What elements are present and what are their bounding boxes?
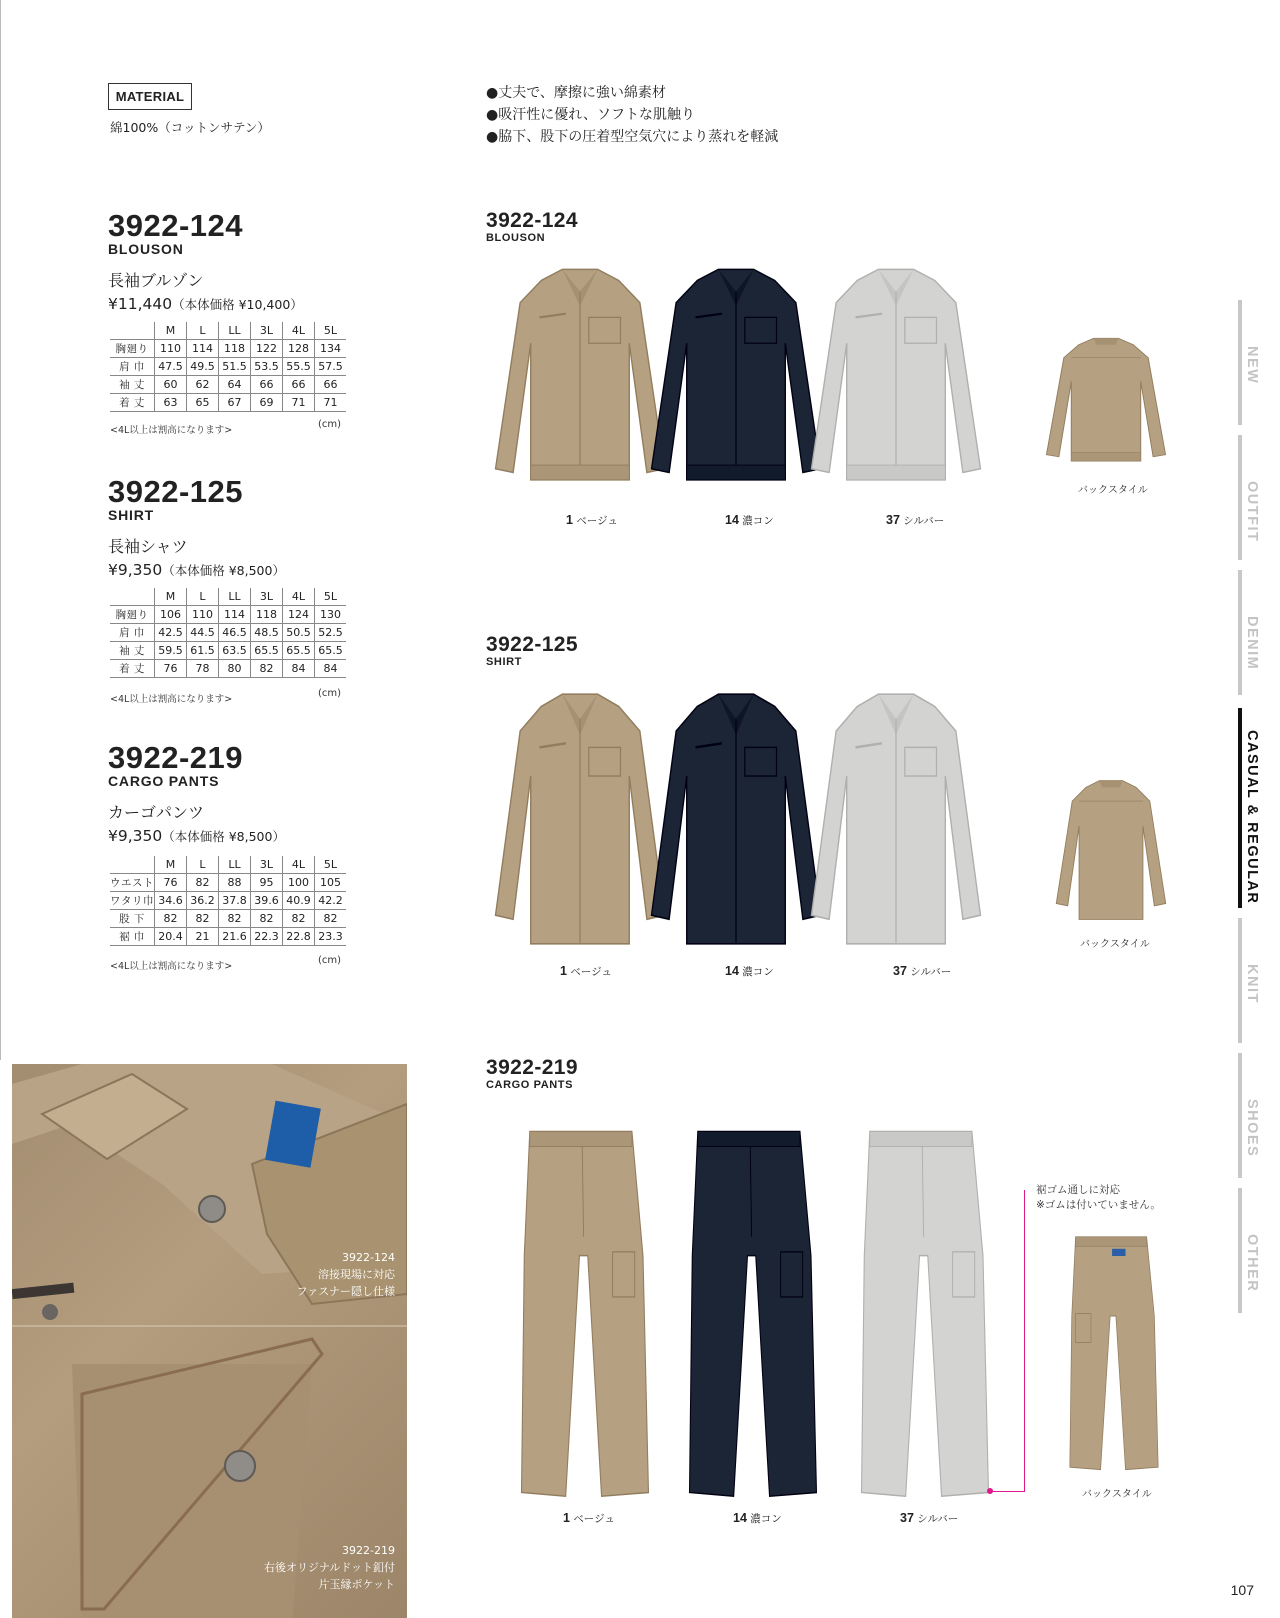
caption-line: 3922-124 bbox=[342, 1251, 395, 1264]
side-nav-item-casual-regular[interactable] bbox=[1238, 708, 1268, 908]
callout-leader-line bbox=[990, 1491, 1025, 1492]
size-value-cell: 106 bbox=[155, 606, 187, 624]
product-spec-cargo-pants bbox=[108, 742, 285, 847]
size-value-cell: 80 bbox=[219, 660, 251, 678]
size-header-cell: 4L bbox=[283, 856, 315, 874]
size-value-cell: 82 bbox=[155, 910, 187, 928]
color-label bbox=[733, 1511, 782, 1526]
size-value-cell: 82 bbox=[219, 910, 251, 928]
size-header-cell: L bbox=[187, 322, 219, 340]
size-note: <4L以上は割高になります> bbox=[110, 425, 233, 436]
size-row bbox=[110, 358, 346, 376]
color-label bbox=[886, 513, 944, 528]
size-row bbox=[110, 624, 346, 642]
color-number: 37 bbox=[893, 964, 907, 978]
pants-body bbox=[690, 1132, 817, 1497]
snap-button bbox=[225, 1451, 255, 1481]
size-value-cell: 52.5 bbox=[315, 624, 347, 642]
size-unit: (cm) bbox=[318, 419, 342, 430]
size-header-cell: 4L bbox=[283, 588, 315, 606]
caption-line: 右後オリジナルドット釦付 bbox=[263, 1561, 395, 1574]
color-number: 1 bbox=[563, 1511, 570, 1525]
color-name: 濃コン bbox=[742, 966, 774, 978]
garment-collar bbox=[1100, 781, 1123, 788]
pants-silver bbox=[856, 1124, 994, 1500]
side-nav-label: SHOES bbox=[1244, 1099, 1260, 1158]
size-value-cell: 55.5 bbox=[283, 358, 315, 376]
product-spec-blouson bbox=[108, 210, 303, 315]
size-unit: (cm) bbox=[318, 688, 342, 699]
color-label bbox=[725, 964, 774, 979]
garment-body bbox=[1056, 781, 1165, 920]
size-corner-cell bbox=[110, 322, 155, 340]
size-value-cell: 118 bbox=[219, 340, 251, 358]
fabric-detail-illustration bbox=[12, 1064, 407, 1618]
side-nav-bar bbox=[1238, 708, 1242, 908]
photo-caption bbox=[264, 1542, 395, 1593]
size-value-cell: 118 bbox=[251, 606, 283, 624]
size-value-cell: 66 bbox=[283, 376, 315, 394]
price-value: ¥9,350 bbox=[108, 561, 163, 579]
side-nav-bar bbox=[1238, 1053, 1242, 1178]
size-header-cell: M bbox=[155, 322, 187, 340]
size-header-row bbox=[110, 588, 346, 606]
size-value-cell: 37.8 bbox=[219, 892, 251, 910]
pants-navy bbox=[684, 1124, 822, 1500]
size-header-cell: 3L bbox=[251, 588, 283, 606]
side-nav-item-outfit[interactable] bbox=[1238, 435, 1268, 560]
caption-line: 片玉縁ポケット bbox=[318, 1578, 395, 1591]
size-value-cell: 47.5 bbox=[155, 358, 187, 376]
size-row bbox=[110, 642, 346, 660]
side-nav-item-new[interactable] bbox=[1238, 300, 1268, 425]
size-value-cell: 62 bbox=[187, 376, 219, 394]
size-value-cell: 63.5 bbox=[219, 642, 251, 660]
size-value-cell: 82 bbox=[187, 874, 219, 892]
size-row bbox=[110, 910, 346, 928]
color-number: 37 bbox=[886, 513, 900, 527]
size-value-cell: 65.5 bbox=[315, 642, 347, 660]
color-label bbox=[900, 1511, 958, 1526]
size-table bbox=[110, 856, 346, 946]
size-row-label: 袖 丈 bbox=[110, 376, 155, 394]
size-row-label: 袖 丈 bbox=[110, 642, 155, 660]
size-value-cell: 105 bbox=[315, 874, 347, 892]
color-number: 37 bbox=[900, 1511, 914, 1525]
size-value-cell: 82 bbox=[251, 910, 283, 928]
size-value-cell: 65.5 bbox=[283, 642, 315, 660]
row-category: CARGO PANTS bbox=[486, 1079, 574, 1091]
feature-list bbox=[486, 82, 778, 148]
size-value-cell: 36.2 bbox=[187, 892, 219, 910]
color-name: 濃コン bbox=[750, 1513, 782, 1525]
hem-callout bbox=[1036, 1183, 1161, 1213]
product-name: カーゴパンツ bbox=[108, 803, 205, 822]
row-heading-cargo-pants bbox=[486, 1057, 578, 1091]
pants-body bbox=[522, 1132, 649, 1497]
size-value-cell: 49.5 bbox=[187, 358, 219, 376]
product-code: 3922-124 bbox=[108, 208, 244, 243]
size-note: <4L以上は割高になります> bbox=[110, 694, 233, 705]
size-header-row bbox=[110, 322, 346, 340]
side-nav-item-shoes[interactable] bbox=[1238, 1053, 1268, 1178]
size-value-cell: 130 bbox=[315, 606, 347, 624]
size-row-label: 肩 巾 bbox=[110, 358, 155, 376]
size-value-cell: 71 bbox=[315, 394, 347, 412]
pants-body bbox=[1070, 1237, 1158, 1470]
size-value-cell: 69 bbox=[251, 394, 283, 412]
size-header-cell: L bbox=[187, 588, 219, 606]
size-row-label: ワタリ巾 bbox=[110, 892, 155, 910]
size-header-cell: M bbox=[155, 856, 187, 874]
color-number: 1 bbox=[566, 513, 573, 527]
color-number: 1 bbox=[560, 964, 567, 978]
snap-button bbox=[42, 1304, 58, 1320]
color-name: シルバー bbox=[903, 515, 945, 527]
pants-back bbox=[1066, 1232, 1162, 1472]
size-header-cell: L bbox=[187, 856, 219, 874]
size-value-cell: 100 bbox=[283, 874, 315, 892]
size-row bbox=[110, 892, 346, 910]
blouson-beige bbox=[492, 262, 668, 502]
size-value-cell: 60 bbox=[155, 376, 187, 394]
caption-line: 3922-219 bbox=[342, 1544, 395, 1557]
shirt-silver bbox=[808, 686, 984, 952]
category-side-nav bbox=[1238, 300, 1268, 1320]
size-value-cell: 63 bbox=[155, 394, 187, 412]
size-value-cell: 22.8 bbox=[283, 928, 315, 946]
pants-body bbox=[862, 1132, 989, 1497]
pants-waistband bbox=[530, 1132, 632, 1147]
product-category: CARGO PANTS bbox=[108, 773, 220, 789]
size-value-cell: 42.2 bbox=[315, 892, 347, 910]
size-row-label: 胸廻り bbox=[110, 606, 155, 624]
color-label bbox=[563, 1511, 615, 1526]
size-value-cell: 44.5 bbox=[187, 624, 219, 642]
size-value-cell: 114 bbox=[187, 340, 219, 358]
size-row bbox=[110, 606, 346, 624]
size-header-cell: M bbox=[155, 588, 187, 606]
price-note: （本体価格 ¥8,500） bbox=[162, 563, 285, 578]
product-price bbox=[108, 560, 285, 581]
color-name: 濃コン bbox=[742, 515, 774, 527]
size-value-cell: 46.5 bbox=[219, 624, 251, 642]
size-value-cell: 23.3 bbox=[315, 928, 347, 946]
product-spec-shirt bbox=[108, 476, 285, 581]
color-number: 14 bbox=[725, 964, 739, 978]
garment-body bbox=[1046, 338, 1165, 461]
size-value-cell: 22.3 bbox=[251, 928, 283, 946]
blouson-navy bbox=[648, 262, 824, 502]
side-nav-label: OUTFIT bbox=[1244, 481, 1260, 543]
feature-item: ●丈夫で、摩擦に強い綿素材 bbox=[486, 85, 666, 101]
callout-line: 裾ゴム通しに対応 bbox=[1036, 1184, 1120, 1196]
size-unit: (cm) bbox=[318, 955, 342, 966]
size-value-cell: 65.5 bbox=[251, 642, 283, 660]
price-note: （本体価格 ¥10,400） bbox=[172, 297, 303, 312]
size-value-cell: 20.4 bbox=[155, 928, 187, 946]
side-nav-bar bbox=[1238, 300, 1242, 425]
size-row-label: 着 丈 bbox=[110, 394, 155, 412]
size-row bbox=[110, 340, 346, 358]
material-badge: MATERIAL bbox=[108, 83, 192, 110]
side-nav-label: KNIT bbox=[1244, 964, 1260, 1004]
side-nav-bar bbox=[1238, 570, 1242, 695]
price-value: ¥11,440 bbox=[108, 295, 173, 313]
size-header-cell: 5L bbox=[315, 322, 347, 340]
size-value-cell: 84 bbox=[283, 660, 315, 678]
size-value-cell: 124 bbox=[283, 606, 315, 624]
size-header-cell: 5L bbox=[315, 856, 347, 874]
page-number: 107 bbox=[1230, 1582, 1254, 1598]
size-value-cell: 114 bbox=[219, 606, 251, 624]
color-name: シルバー bbox=[910, 966, 952, 978]
size-row bbox=[110, 928, 346, 946]
size-value-cell: 82 bbox=[283, 910, 315, 928]
size-header-cell: LL bbox=[219, 856, 251, 874]
color-label bbox=[725, 513, 774, 528]
waistband bbox=[847, 465, 946, 480]
size-value-cell: 40.9 bbox=[283, 892, 315, 910]
row-code: 3922-125 bbox=[486, 633, 578, 656]
side-nav-bar bbox=[1238, 918, 1242, 1043]
color-name: ベージュ bbox=[570, 966, 612, 978]
photo-caption bbox=[296, 1249, 395, 1300]
size-value-cell: 76 bbox=[155, 874, 187, 892]
color-label bbox=[560, 964, 612, 979]
callout-leader-line bbox=[1024, 1190, 1025, 1492]
side-nav-label: DENIM bbox=[1244, 616, 1260, 671]
side-nav-label: OTHER bbox=[1244, 1234, 1260, 1293]
shirt-navy bbox=[648, 686, 824, 952]
back-style-label: バックスタイル bbox=[1082, 1489, 1152, 1500]
size-table bbox=[110, 588, 346, 678]
size-row-label: 胸廻り bbox=[110, 340, 155, 358]
side-nav-item-other[interactable] bbox=[1238, 1188, 1268, 1313]
pants-waistband bbox=[1076, 1237, 1147, 1247]
color-name: シルバー bbox=[917, 1513, 959, 1525]
color-number: 14 bbox=[733, 1511, 747, 1525]
row-heading-blouson bbox=[486, 210, 578, 244]
shirt-back bbox=[1054, 776, 1168, 924]
size-value-cell: 66 bbox=[315, 376, 347, 394]
size-row bbox=[110, 394, 346, 412]
waistband bbox=[687, 465, 786, 480]
size-value-cell: 34.6 bbox=[155, 892, 187, 910]
row-code: 3922-219 bbox=[486, 1056, 578, 1079]
side-nav-label: CASUAL & REGULAR bbox=[1244, 730, 1260, 905]
size-row bbox=[110, 376, 346, 394]
size-value-cell: 66 bbox=[251, 376, 283, 394]
price-value: ¥9,350 bbox=[108, 827, 163, 845]
size-value-cell: 59.5 bbox=[155, 642, 187, 660]
row-category: BLOUSON bbox=[486, 232, 546, 244]
size-value-cell: 88 bbox=[219, 874, 251, 892]
size-header-cell: 3L bbox=[251, 322, 283, 340]
color-name: ベージュ bbox=[576, 515, 618, 527]
size-value-cell: 76 bbox=[155, 660, 187, 678]
fabric-detail-photo bbox=[12, 1064, 407, 1618]
brand-label bbox=[1112, 1249, 1125, 1256]
product-price bbox=[108, 826, 285, 847]
size-row bbox=[110, 874, 346, 892]
size-value-cell: 53.5 bbox=[251, 358, 283, 376]
size-row-label: ウエスト bbox=[110, 874, 155, 892]
size-header-cell: 4L bbox=[283, 322, 315, 340]
product-name: 長袖シャツ bbox=[108, 537, 188, 556]
side-nav-bar bbox=[1238, 1188, 1242, 1313]
size-value-cell: 39.6 bbox=[251, 892, 283, 910]
product-code: 3922-219 bbox=[108, 740, 244, 775]
size-value-cell: 78 bbox=[187, 660, 219, 678]
side-nav-bar bbox=[1238, 435, 1242, 560]
pants-waistband bbox=[698, 1132, 800, 1147]
size-value-cell: 42.5 bbox=[155, 624, 187, 642]
product-code: 3922-125 bbox=[108, 474, 244, 509]
back-style-label: バックスタイル bbox=[1080, 939, 1150, 950]
size-value-cell: 82 bbox=[315, 910, 347, 928]
size-value-cell: 65 bbox=[187, 394, 219, 412]
size-header-cell: LL bbox=[219, 322, 251, 340]
size-value-cell: 51.5 bbox=[219, 358, 251, 376]
size-value-cell: 82 bbox=[251, 660, 283, 678]
feature-item: ●脇下、股下の圧着型空気穴により蒸れを軽減 bbox=[486, 129, 779, 145]
back-style-label: バックスタイル bbox=[1078, 485, 1148, 496]
size-row-label: 股 下 bbox=[110, 910, 155, 928]
caption-line: ファスナー隠し仕様 bbox=[296, 1285, 395, 1298]
snap-button bbox=[199, 1196, 225, 1222]
row-category: SHIRT bbox=[486, 656, 522, 668]
size-row-label: 裾 巾 bbox=[110, 928, 155, 946]
side-nav-item-knit[interactable] bbox=[1238, 918, 1268, 1043]
side-nav-label: NEW bbox=[1244, 346, 1260, 385]
size-value-cell: 61.5 bbox=[187, 642, 219, 660]
size-value-cell: 122 bbox=[251, 340, 283, 358]
side-nav-item-denim[interactable] bbox=[1238, 570, 1268, 695]
color-label bbox=[566, 513, 618, 528]
product-category: BLOUSON bbox=[108, 241, 184, 257]
caption-line: 溶接現場に対応 bbox=[318, 1268, 395, 1281]
product-price bbox=[108, 294, 303, 315]
size-corner-cell bbox=[110, 856, 155, 874]
row-heading-shirt bbox=[486, 634, 578, 668]
size-value-cell: 57.5 bbox=[315, 358, 347, 376]
size-value-cell: 64 bbox=[219, 376, 251, 394]
size-row-label: 着 丈 bbox=[110, 660, 155, 678]
size-header-cell: LL bbox=[219, 588, 251, 606]
product-name: 長袖ブルゾン bbox=[108, 271, 204, 290]
product-category: SHIRT bbox=[108, 507, 154, 523]
size-value-cell: 134 bbox=[315, 340, 347, 358]
color-name: ベージュ bbox=[573, 1513, 615, 1525]
size-value-cell: 21.6 bbox=[219, 928, 251, 946]
size-value-cell: 50.5 bbox=[283, 624, 315, 642]
waistband bbox=[1071, 452, 1140, 461]
blouson-back bbox=[1044, 334, 1168, 474]
size-value-cell: 67 bbox=[219, 394, 251, 412]
size-header-cell: 3L bbox=[251, 856, 283, 874]
blouson-silver bbox=[808, 262, 984, 502]
material-text: 綿100%（コットンサテン） bbox=[110, 120, 270, 135]
row-code: 3922-124 bbox=[486, 209, 578, 232]
size-row bbox=[110, 660, 346, 678]
size-row-label: 肩 巾 bbox=[110, 624, 155, 642]
size-value-cell: 71 bbox=[283, 394, 315, 412]
size-value-cell: 128 bbox=[283, 340, 315, 358]
garment-collar bbox=[1094, 338, 1119, 344]
callout-line: ※ゴムは付いていません。 bbox=[1036, 1199, 1161, 1211]
size-value-cell: 21 bbox=[187, 928, 219, 946]
color-number: 14 bbox=[725, 513, 739, 527]
size-value-cell: 84 bbox=[315, 660, 347, 678]
zipper-pocket bbox=[12, 1283, 74, 1299]
size-table bbox=[110, 322, 346, 412]
color-label bbox=[893, 964, 951, 979]
size-value-cell: 82 bbox=[187, 910, 219, 928]
size-header-row bbox=[110, 856, 346, 874]
pants-beige bbox=[516, 1124, 654, 1500]
size-corner-cell bbox=[110, 588, 155, 606]
size-value-cell: 48.5 bbox=[251, 624, 283, 642]
size-value-cell: 110 bbox=[187, 606, 219, 624]
pants-waistband bbox=[870, 1132, 972, 1147]
feature-item: ●吸汗性に優れ、ソフトな肌触り bbox=[486, 107, 696, 123]
size-note: <4L以上は割高になります> bbox=[110, 961, 233, 972]
size-header-cell: 5L bbox=[315, 588, 347, 606]
page-edge-rule bbox=[0, 0, 1, 1060]
waistband bbox=[531, 465, 630, 480]
size-value-cell: 110 bbox=[155, 340, 187, 358]
size-value-cell: 95 bbox=[251, 874, 283, 892]
callout-dot bbox=[987, 1488, 993, 1494]
shirt-beige bbox=[492, 686, 668, 952]
price-note: （本体価格 ¥8,500） bbox=[162, 829, 285, 844]
